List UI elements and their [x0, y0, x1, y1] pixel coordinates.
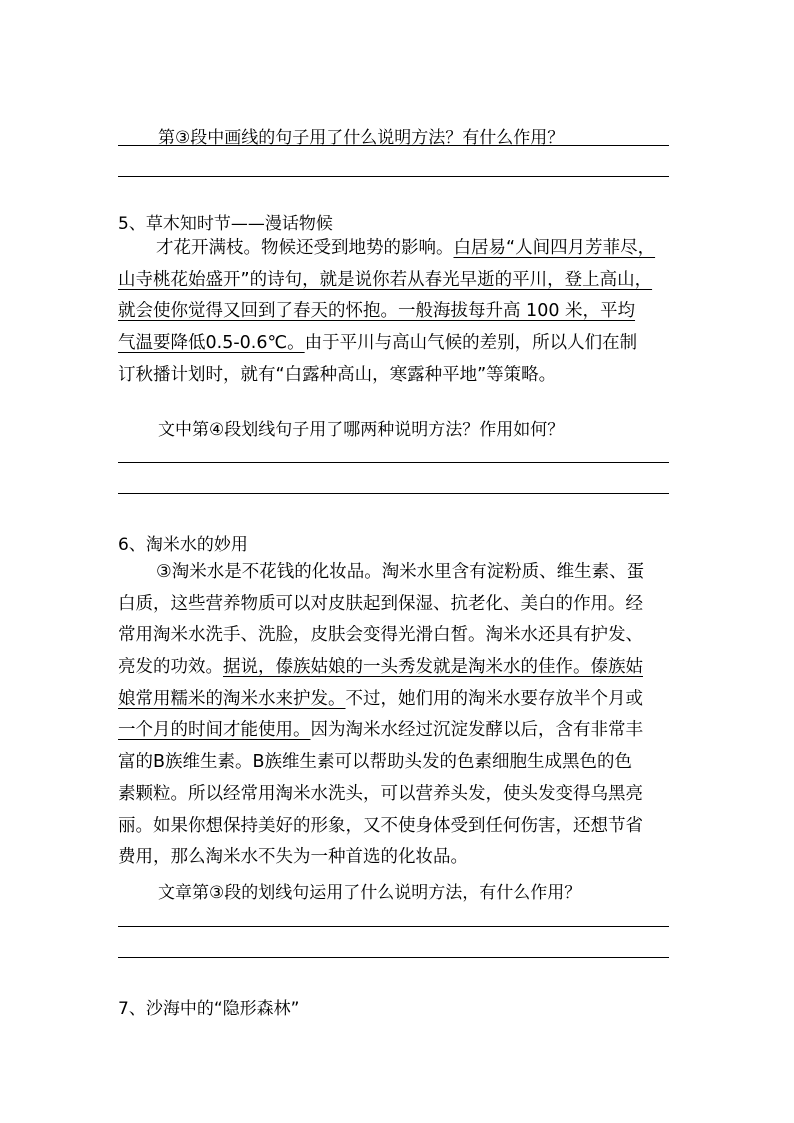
- passage-line: [118, 811, 683, 843]
- plain-text: 才花开满枝。物候还受到地势的影响。: [156, 238, 454, 258]
- plain-text: 富的B族维生素。B族维生素可以帮助头发的色素细胞生成黑色的色: [118, 752, 633, 773]
- underlined-sentence: 娘常用糯米的淘米水来护发。: [118, 688, 346, 709]
- passage-line: [118, 328, 683, 360]
- answer-line[interactable]: [118, 493, 669, 494]
- question-5: 文中第④段划线句子用了哪两种说明方法？作用如何？: [158, 420, 565, 440]
- plain-text: 费用，那么淘米水不失为一种首选的化妆品。: [118, 847, 468, 868]
- passage-line: [118, 265, 683, 297]
- answer-line[interactable]: [118, 145, 669, 146]
- answer-line[interactable]: [118, 462, 669, 463]
- passage-line: [118, 620, 683, 652]
- question-prev: 第③段中画线的句子用了什么说明方法？有什么作用？: [158, 128, 565, 148]
- answer-line[interactable]: [118, 957, 669, 958]
- underlined-sentence: 气温要降低0.5-0.6℃。: [118, 333, 305, 354]
- plain-text: 亮发的功效。: [118, 657, 223, 678]
- plain-text: 不过，她们用的淘米水要存放半个月或: [345, 688, 643, 709]
- plain-text: 丽。如果你想保持美好的形象，又不使身体受到任何伤害，还想节省: [118, 815, 643, 836]
- section-5-passage: [118, 233, 683, 391]
- underlined-sentence: 据说，傣族姑娘的一头秀发就是淘米水的佳作。傣族姑: [223, 657, 643, 678]
- plain-text: 素颗粒。所以经常用淘米水洗头，可以营养头发，使头发变得乌黑亮: [118, 783, 643, 804]
- section-6-heading: 6、淘米水的妙用: [118, 535, 248, 555]
- underlined-sentence: 就会使你觉得又回到了春天的怀抱。: [118, 301, 398, 322]
- passage-line: [118, 233, 683, 265]
- plain-text: 由于平川与高山气候的差别，所以人们在制: [304, 333, 638, 354]
- section-6-passage: [118, 557, 683, 874]
- passage-line: [118, 684, 683, 716]
- answer-line[interactable]: [118, 176, 669, 177]
- passage-line: [118, 589, 683, 621]
- passage-line: [118, 747, 683, 779]
- answer-line[interactable]: [118, 926, 669, 927]
- passage-line: [118, 296, 683, 328]
- passage-line: [118, 715, 683, 747]
- section-5-heading: 5、草木知时节——漫话物候: [118, 214, 333, 234]
- question-6: 文章第③段的划线句运用了什么说明方法，有什么作用？: [158, 883, 582, 903]
- passage-line: [118, 360, 683, 392]
- plain-text: 订秋播计划时，就有“白露种高山，寒露种平地”等策略。: [118, 364, 557, 385]
- underlined-sentence: 一般海拔每升高 100 米，平均: [398, 301, 636, 322]
- plain-text: ③淘米水是不花钱的化妆品。淘米水里含有淀粉质、维生素、蛋: [156, 562, 645, 582]
- section-7-heading: 7、沙海中的“隐形森林”: [118, 999, 300, 1019]
- passage-line: [118, 557, 683, 589]
- underlined-sentence: 一个月的时间才能使用。: [118, 720, 311, 741]
- underlined-sentence: 山寺桃花始盛开”的诗句，就是说你若从春光早逝的平川，登上高山，: [118, 269, 653, 290]
- plain-text: 因为淘米水经过沉淀发酵以后，含有非常丰: [310, 720, 643, 741]
- passage-line: [118, 652, 683, 684]
- underlined-sentence: 白居易“人间四月芳菲尽，: [453, 238, 656, 258]
- plain-text: 白质，这些营养物质可以对皮肤起到保湿、抗老化、美白的作用。经: [118, 593, 643, 614]
- passage-line: [118, 842, 683, 874]
- plain-text: 常用淘米水洗手、洗脸，皮肤会变得光滑白皙。淘米水还具有护发、: [118, 625, 643, 646]
- passage-line: [118, 779, 683, 811]
